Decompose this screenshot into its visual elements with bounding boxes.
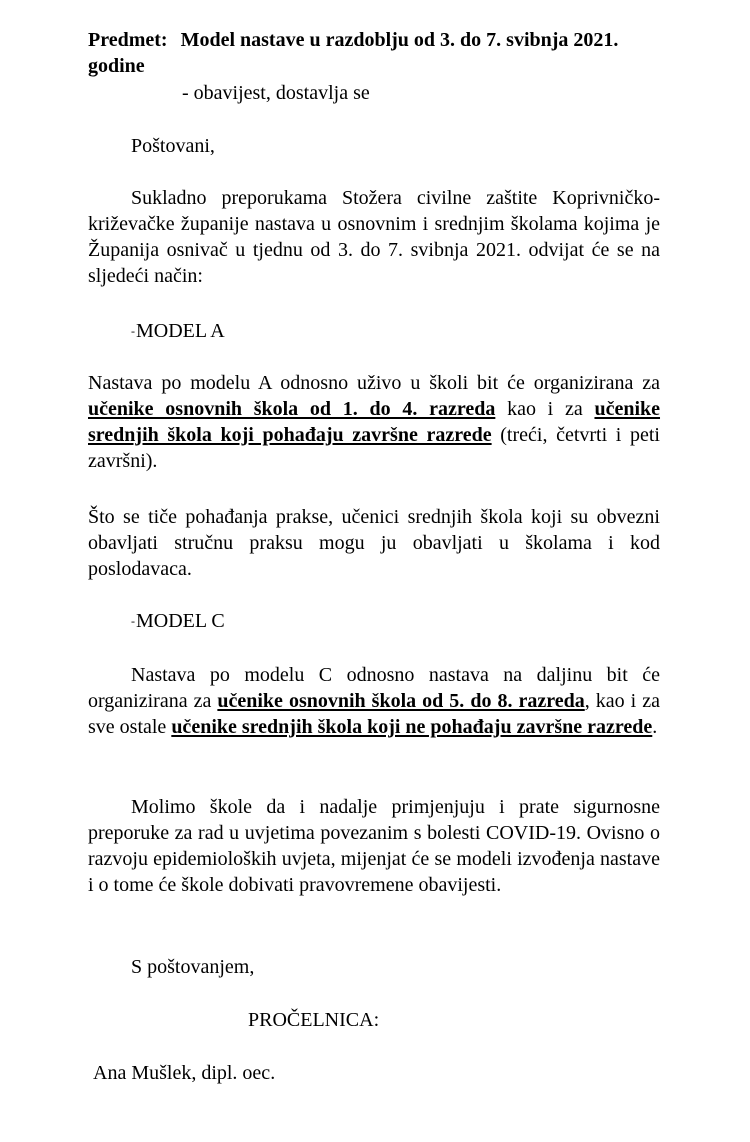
subject-line xyxy=(88,27,660,79)
model-a-text-1: Nastava po modelu A odnosno uživo u školi bit će organizirana za xyxy=(88,372,660,394)
closing-paragraph: Molimo škole da i nadalje primjenjuju i prate sigurnosne preporuke za rad u uvjetima povezanim s bolesti COVID-19. Ovisno o razvoju epidemioloških uvjeta, mijenjat će se modeli izvođenja nastave i o tome će škole dobivati pravovremene obavijesti. xyxy=(88,796,660,896)
signatory-title: PROČELNICA: xyxy=(248,1009,380,1031)
model-c-heading-text: MODEL C xyxy=(136,610,225,632)
model-c-text-2: , kao i za sve ostale xyxy=(88,690,660,738)
subject-title: Model nastave u razdoblju od 3. do 7. svibnja 2021. godine xyxy=(88,29,619,77)
model-a-emphasis-2: učenike srednjih škola koji pohađaju završne razrede xyxy=(88,398,661,446)
model-a-text-3: (treći, četvrti i peti završni). xyxy=(88,424,660,472)
model-c-text-1: Nastava po modelu C odnosno nastava na daljinu bit će organizirana za xyxy=(88,664,660,712)
model-a-heading-text: MODEL A xyxy=(136,320,225,342)
model-a-heading xyxy=(131,318,431,344)
model-c-bullet: - xyxy=(131,614,135,628)
model-c-emphasis-2: učenike srednjih škola koji ne pohađaju završne razrede xyxy=(171,716,653,738)
subject-subline: - obavijest, dostavlja se xyxy=(182,82,370,104)
intro-paragraph xyxy=(88,185,660,289)
practice-paragraph: Što se tiče pohađanja prakse, učenici srednjih škola koji su obvezni obavljati stručnu praksu mogu ju obavljati u školama i kod poslodavaca. xyxy=(88,506,660,580)
greeting: Poštovani, xyxy=(131,135,215,157)
model-a-emphasis-1: učenike osnovnih škola od 1. do 4. razreda xyxy=(88,398,496,420)
intro-text: Sukladno preporukama Stožera civilne zaštite Koprivničko-križevačke županije nastava u osnovnim i srednjim školama kojima je Županija osnivač u tjednu od 3. do 7. svibnja 2021. odvijat će se na sljedeći način: xyxy=(88,187,660,287)
model-c-heading xyxy=(131,608,431,634)
model-c-emphasis-1: učenike osnovnih škola od 5. do 8. razreda xyxy=(217,690,585,712)
model-c-paragraph xyxy=(88,662,660,740)
model-c-text-3: . xyxy=(652,716,658,738)
signatory-name: Ana Mušlek, dipl. oec. xyxy=(93,1062,276,1084)
model-a-bullet: - xyxy=(131,324,135,338)
model-a-text-2: kao i za xyxy=(495,398,595,420)
subject-label: Predmet: xyxy=(88,29,168,51)
model-a-paragraph xyxy=(88,370,660,474)
sign-off: S poštovanjem, xyxy=(131,956,255,978)
